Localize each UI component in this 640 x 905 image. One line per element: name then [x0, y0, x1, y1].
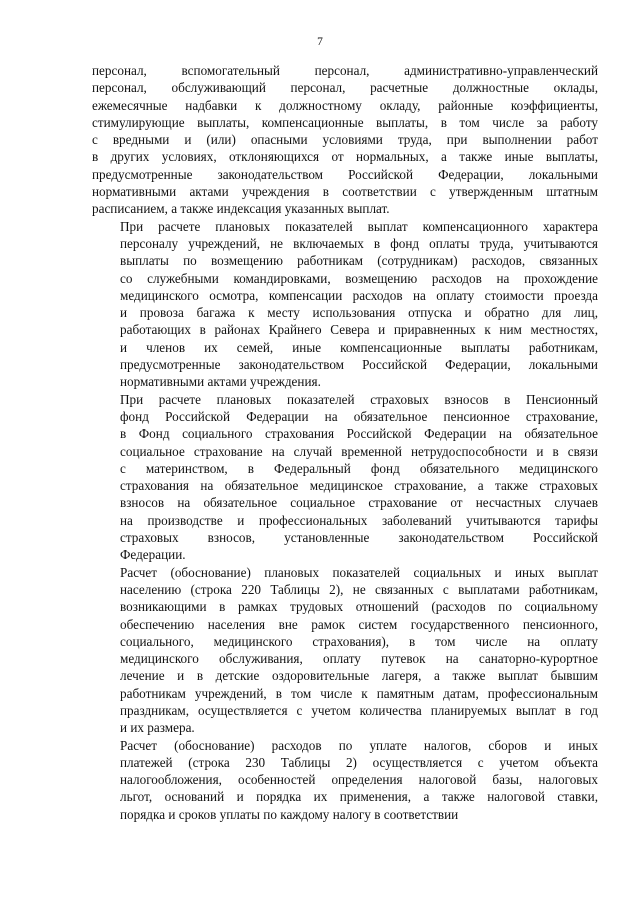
text-line: населению (строка 220 Таблицы 2), не связанных с выплатами работникам, — [120, 581, 598, 597]
paragraph-1 — [92, 62, 598, 218]
text-line: работающих в районах Крайнего Севера и приравненных к ним местностях, — [120, 322, 598, 338]
text-line: фонд Российской Федерации на обязательное пенсионное страхование, — [120, 408, 598, 424]
text-line: с материнством, в Федеральный фонд обязательного медицинского — [120, 460, 598, 476]
text-line: медицинского осмотра, компенсации расходов на оплату стоимости проезда — [120, 287, 598, 303]
text-line: страховых взносов, установленные законодательством Российской — [120, 530, 598, 546]
text-line: и провоза багажа к месту использования отпуска и обратно для лиц, — [120, 305, 598, 321]
text-line: со служебными командировками, возмещению расходов на прохождение — [120, 270, 598, 286]
text-line: социального, медицинского страхования), в том числе на оплату — [120, 633, 598, 649]
text-line: нормативными актами учреждения в соответствии с утвержденным штатным — [92, 184, 598, 200]
text-line: стимулирующие выплаты, компенсационные выплаты, в том числе за работу — [92, 114, 598, 130]
text-line: Расчет (обоснование) расходов по уплате налогов, сборов и иных — [120, 737, 598, 753]
text-line: обеспечению населения вне рамок систем государственного пенсионного, — [120, 616, 598, 632]
text-line: При расчете плановых показателей выплат компенсационного характера — [120, 218, 598, 234]
text-line: персоналу учреждений, не включаемых в фонд оплаты труда, учитываются — [120, 235, 598, 251]
paragraph-3 — [92, 391, 598, 564]
text-line: персонал, вспомогательный персонал, административно-управленческий — [92, 63, 598, 78]
document-body — [92, 62, 598, 823]
text-line: платежей (строка 230 Таблицы 2) осуществляется с учетом объекта — [120, 754, 598, 770]
text-line: работникам учреждений, в том числе к памятным датам, профессиональным — [120, 685, 598, 701]
text-line: и их размера. — [120, 720, 195, 736]
text-line: с вредными и (или) опасными условиями труда, при выполнении работ — [92, 132, 598, 148]
paragraph-4 — [92, 564, 598, 737]
text-line: ежемесячные надбавки к должностному окладу, районные коэффициенты, — [92, 97, 598, 113]
text-line: на производстве и профессиональных заболеваний учитываются тарифы — [120, 512, 598, 528]
text-line: расписанием, а также индексация указанных выплат. — [92, 201, 390, 217]
text-line: выплаты по возмещению работникам (сотрудникам) расходов, связанных — [120, 253, 598, 269]
text-line: в других условиях, отклоняющихся от нормальных, а также иные выплаты, — [92, 149, 598, 165]
text-line: При расчете плановых показателей страховых взносов в Пенсионный — [120, 391, 598, 407]
text-line: налогообложения, особенностей определения налоговой базы, налоговых — [120, 772, 598, 788]
paragraph-5 — [92, 737, 598, 823]
text-line: Расчет (обоснование) плановых показателей социальных и иных выплат — [120, 564, 598, 580]
text-line: лечение и в детские оздоровительные лагеря, а также выплат бывшим — [120, 668, 598, 684]
text-line: и членов их семей, иные компенсационные выплаты работникам, — [120, 339, 598, 355]
text-line: праздникам, осуществляется с учетом количества планируемых выплат в год — [120, 702, 598, 718]
text-line: предусмотренные законодательством Российской Федерации, локальными — [92, 166, 598, 182]
text-line: персонал, обслуживающий персонал, расчетные должностные оклады, — [92, 80, 598, 96]
text-line: взносов на обязательное социальное страхование от несчастных случаев — [120, 495, 598, 511]
text-line: льгот, оснований и порядка их применения, а также налоговой ставки, — [120, 789, 598, 805]
text-line: порядка и сроков уплаты по каждому налогу в соответствии — [120, 806, 459, 822]
page-number: 7 — [317, 36, 323, 48]
paragraph-2 — [92, 218, 598, 391]
text-line: в Фонд социального страхования Российской Федерации на обязательное — [120, 426, 598, 442]
text-line: медицинского обслуживания, оплату путевок на санаторно-курортное — [120, 651, 598, 667]
text-line: предусмотренные законодательством Российской Федерации, локальными — [120, 357, 598, 373]
text-line: Федерации. — [120, 547, 186, 563]
text-line: возникающими в рамках трудовых отношений (расходов по социальному — [120, 599, 598, 615]
text-line: нормативными актами учреждения. — [120, 374, 321, 390]
text-line: социальное страхование на случай временной нетрудоспособности и в связи — [120, 443, 598, 459]
text-line: страхования на обязательное медицинское страхование, а также страховых — [120, 478, 598, 494]
